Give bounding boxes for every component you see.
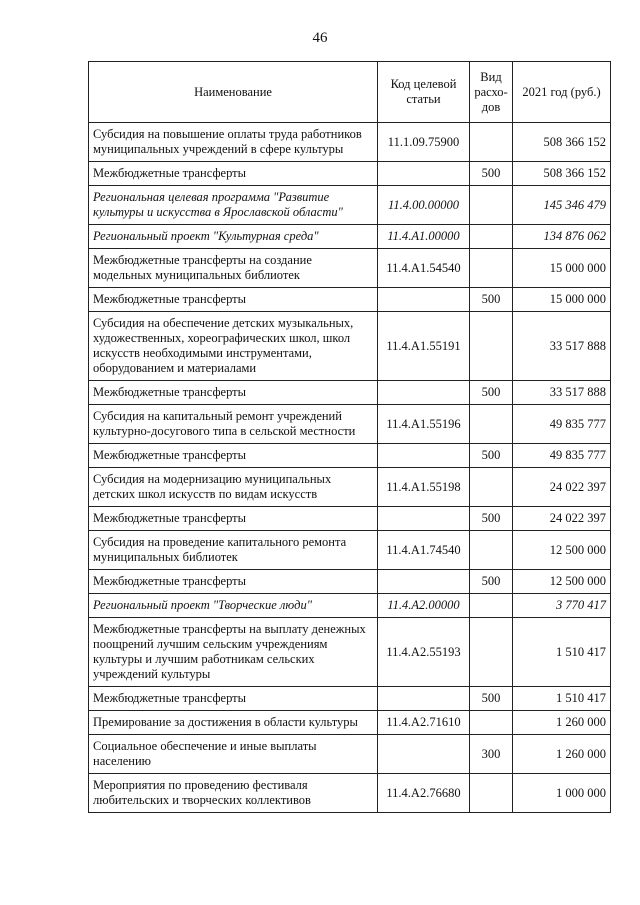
row-type-cell bbox=[470, 774, 513, 813]
table-header-row bbox=[89, 62, 611, 123]
row-type-cell: 500 bbox=[470, 687, 513, 711]
table-row bbox=[89, 618, 611, 687]
row-name-cell: Межбюджетные трансферты на выплату денежных поощрений лучшим сельским учреждениям культуры и лучшим работникам сельских учреждений культуры bbox=[89, 618, 378, 687]
table-row bbox=[89, 570, 611, 594]
table-row bbox=[89, 468, 611, 507]
row-type-cell bbox=[470, 711, 513, 735]
row-code-cell: 11.4.А1.55191 bbox=[378, 312, 470, 381]
row-code-cell bbox=[378, 687, 470, 711]
header-name: Наименование bbox=[89, 62, 378, 123]
row-sum-cell: 33 517 888 bbox=[513, 381, 611, 405]
row-name-cell: Региональный проект "Творческие люди" bbox=[89, 594, 378, 618]
row-type-cell bbox=[470, 225, 513, 249]
table-row bbox=[89, 312, 611, 381]
header-sum: 2021 год (руб.) bbox=[513, 62, 611, 123]
row-type-cell bbox=[470, 123, 513, 162]
page-number: 46 bbox=[312, 30, 328, 46]
row-sum-cell: 134 876 062 bbox=[513, 225, 611, 249]
row-sum-cell: 145 346 479 bbox=[513, 186, 611, 225]
row-name-cell: Региональный проект "Культурная среда" bbox=[89, 225, 378, 249]
row-sum-cell: 12 500 000 bbox=[513, 531, 611, 570]
row-code-cell: 11.4.А1.55196 bbox=[378, 405, 470, 444]
table-row bbox=[89, 186, 611, 225]
row-name-cell: Межбюджетные трансферты bbox=[89, 570, 378, 594]
row-code-cell bbox=[378, 381, 470, 405]
row-name-cell: Субсидия на модернизацию муниципальных детских школ искусств по видам искусств bbox=[89, 468, 378, 507]
row-type-cell bbox=[470, 531, 513, 570]
row-name-cell: Субсидия на проведение капитального ремонта муниципальных библиотек bbox=[89, 531, 378, 570]
table-row bbox=[89, 687, 611, 711]
row-name-cell: Субсидия на обеспечение детских музыкальных, художественных, хореографических школ, школ искусств необходимыми инструментами, оборудованием и материалами bbox=[89, 312, 378, 381]
table-row bbox=[89, 735, 611, 774]
row-code-cell: 11.4.А2.76680 bbox=[378, 774, 470, 813]
row-code-cell: 11.4.А2.55193 bbox=[378, 618, 470, 687]
table-row bbox=[89, 288, 611, 312]
row-type-cell bbox=[470, 618, 513, 687]
row-type-cell: 500 bbox=[470, 507, 513, 531]
row-code-cell: 11.4.00.00000 bbox=[378, 186, 470, 225]
row-code-cell: 11.4.А1.54540 bbox=[378, 249, 470, 288]
row-name-cell: Межбюджетные трансферты bbox=[89, 381, 378, 405]
table-row bbox=[89, 123, 611, 162]
row-name-cell: Межбюджетные трансферты bbox=[89, 507, 378, 531]
row-sum-cell: 15 000 000 bbox=[513, 288, 611, 312]
row-type-cell: 500 bbox=[470, 570, 513, 594]
row-sum-cell: 508 366 152 bbox=[513, 162, 611, 186]
header-type: Вид расхо-дов bbox=[470, 62, 513, 123]
row-name-cell: Межбюджетные трансферты на создание модельных муниципальных библиотек bbox=[89, 249, 378, 288]
row-name-cell: Субсидия на повышение оплаты труда работников муниципальных учреждений в сфере культуры bbox=[89, 123, 378, 162]
row-code-cell: 11.4.А1.74540 bbox=[378, 531, 470, 570]
row-type-cell: 300 bbox=[470, 735, 513, 774]
row-name-cell: Межбюджетные трансферты bbox=[89, 687, 378, 711]
row-name-cell: Мероприятия по проведению фестиваля любительских и творческих коллективов bbox=[89, 774, 378, 813]
table-row bbox=[89, 405, 611, 444]
row-code-cell: 11.4.А1.00000 bbox=[378, 225, 470, 249]
row-code-cell: 11.4.А2.71610 bbox=[378, 711, 470, 735]
row-type-cell bbox=[470, 468, 513, 507]
row-type-cell bbox=[470, 249, 513, 288]
row-code-cell bbox=[378, 288, 470, 312]
table-row bbox=[89, 594, 611, 618]
row-name-cell: Региональная целевая программа "Развитие культуры и искусства в Ярославской области" bbox=[89, 186, 378, 225]
row-sum-cell: 1 260 000 bbox=[513, 711, 611, 735]
row-sum-cell: 1 510 417 bbox=[513, 687, 611, 711]
table-row bbox=[89, 249, 611, 288]
table-row bbox=[89, 507, 611, 531]
row-type-cell bbox=[470, 312, 513, 381]
table-row bbox=[89, 774, 611, 813]
row-code-cell bbox=[378, 507, 470, 531]
budget-table bbox=[88, 61, 611, 813]
table-row bbox=[89, 444, 611, 468]
row-sum-cell: 49 835 777 bbox=[513, 444, 611, 468]
row-code-cell: 11.4.А2.00000 bbox=[378, 594, 470, 618]
row-code-cell bbox=[378, 570, 470, 594]
row-sum-cell: 24 022 397 bbox=[513, 507, 611, 531]
row-code-cell bbox=[378, 162, 470, 186]
row-name-cell: Субсидия на капитальный ремонт учреждений культурно-досугового типа в сельской местности bbox=[89, 405, 378, 444]
row-sum-cell: 1 000 000 bbox=[513, 774, 611, 813]
table-row bbox=[89, 162, 611, 186]
table-row bbox=[89, 531, 611, 570]
table-body bbox=[89, 123, 611, 813]
row-type-cell: 500 bbox=[470, 162, 513, 186]
table-row bbox=[89, 381, 611, 405]
row-code-cell bbox=[378, 444, 470, 468]
row-sum-cell: 15 000 000 bbox=[513, 249, 611, 288]
row-sum-cell: 24 022 397 bbox=[513, 468, 611, 507]
row-name-cell: Межбюджетные трансферты bbox=[89, 444, 378, 468]
row-code-cell bbox=[378, 735, 470, 774]
row-type-cell: 500 bbox=[470, 381, 513, 405]
row-code-cell: 11.4.А1.55198 bbox=[378, 468, 470, 507]
header-code: Код целевой статьи bbox=[378, 62, 470, 123]
row-sum-cell: 12 500 000 bbox=[513, 570, 611, 594]
row-type-cell bbox=[470, 186, 513, 225]
row-sum-cell: 1 260 000 bbox=[513, 735, 611, 774]
row-name-cell: Премирование за достижения в области культуры bbox=[89, 711, 378, 735]
row-code-cell: 11.1.09.75900 bbox=[378, 123, 470, 162]
row-sum-cell: 33 517 888 bbox=[513, 312, 611, 381]
row-sum-cell: 508 366 152 bbox=[513, 123, 611, 162]
table-row bbox=[89, 225, 611, 249]
row-type-cell bbox=[470, 594, 513, 618]
row-type-cell: 500 bbox=[470, 444, 513, 468]
row-type-cell: 500 bbox=[470, 288, 513, 312]
row-name-cell: Социальное обеспечение и иные выплаты населению bbox=[89, 735, 378, 774]
row-name-cell: Межбюджетные трансферты bbox=[89, 162, 378, 186]
row-sum-cell: 49 835 777 bbox=[513, 405, 611, 444]
row-name-cell: Межбюджетные трансферты bbox=[89, 288, 378, 312]
row-sum-cell: 1 510 417 bbox=[513, 618, 611, 687]
row-type-cell bbox=[470, 405, 513, 444]
table-row bbox=[89, 711, 611, 735]
row-sum-cell: 3 770 417 bbox=[513, 594, 611, 618]
